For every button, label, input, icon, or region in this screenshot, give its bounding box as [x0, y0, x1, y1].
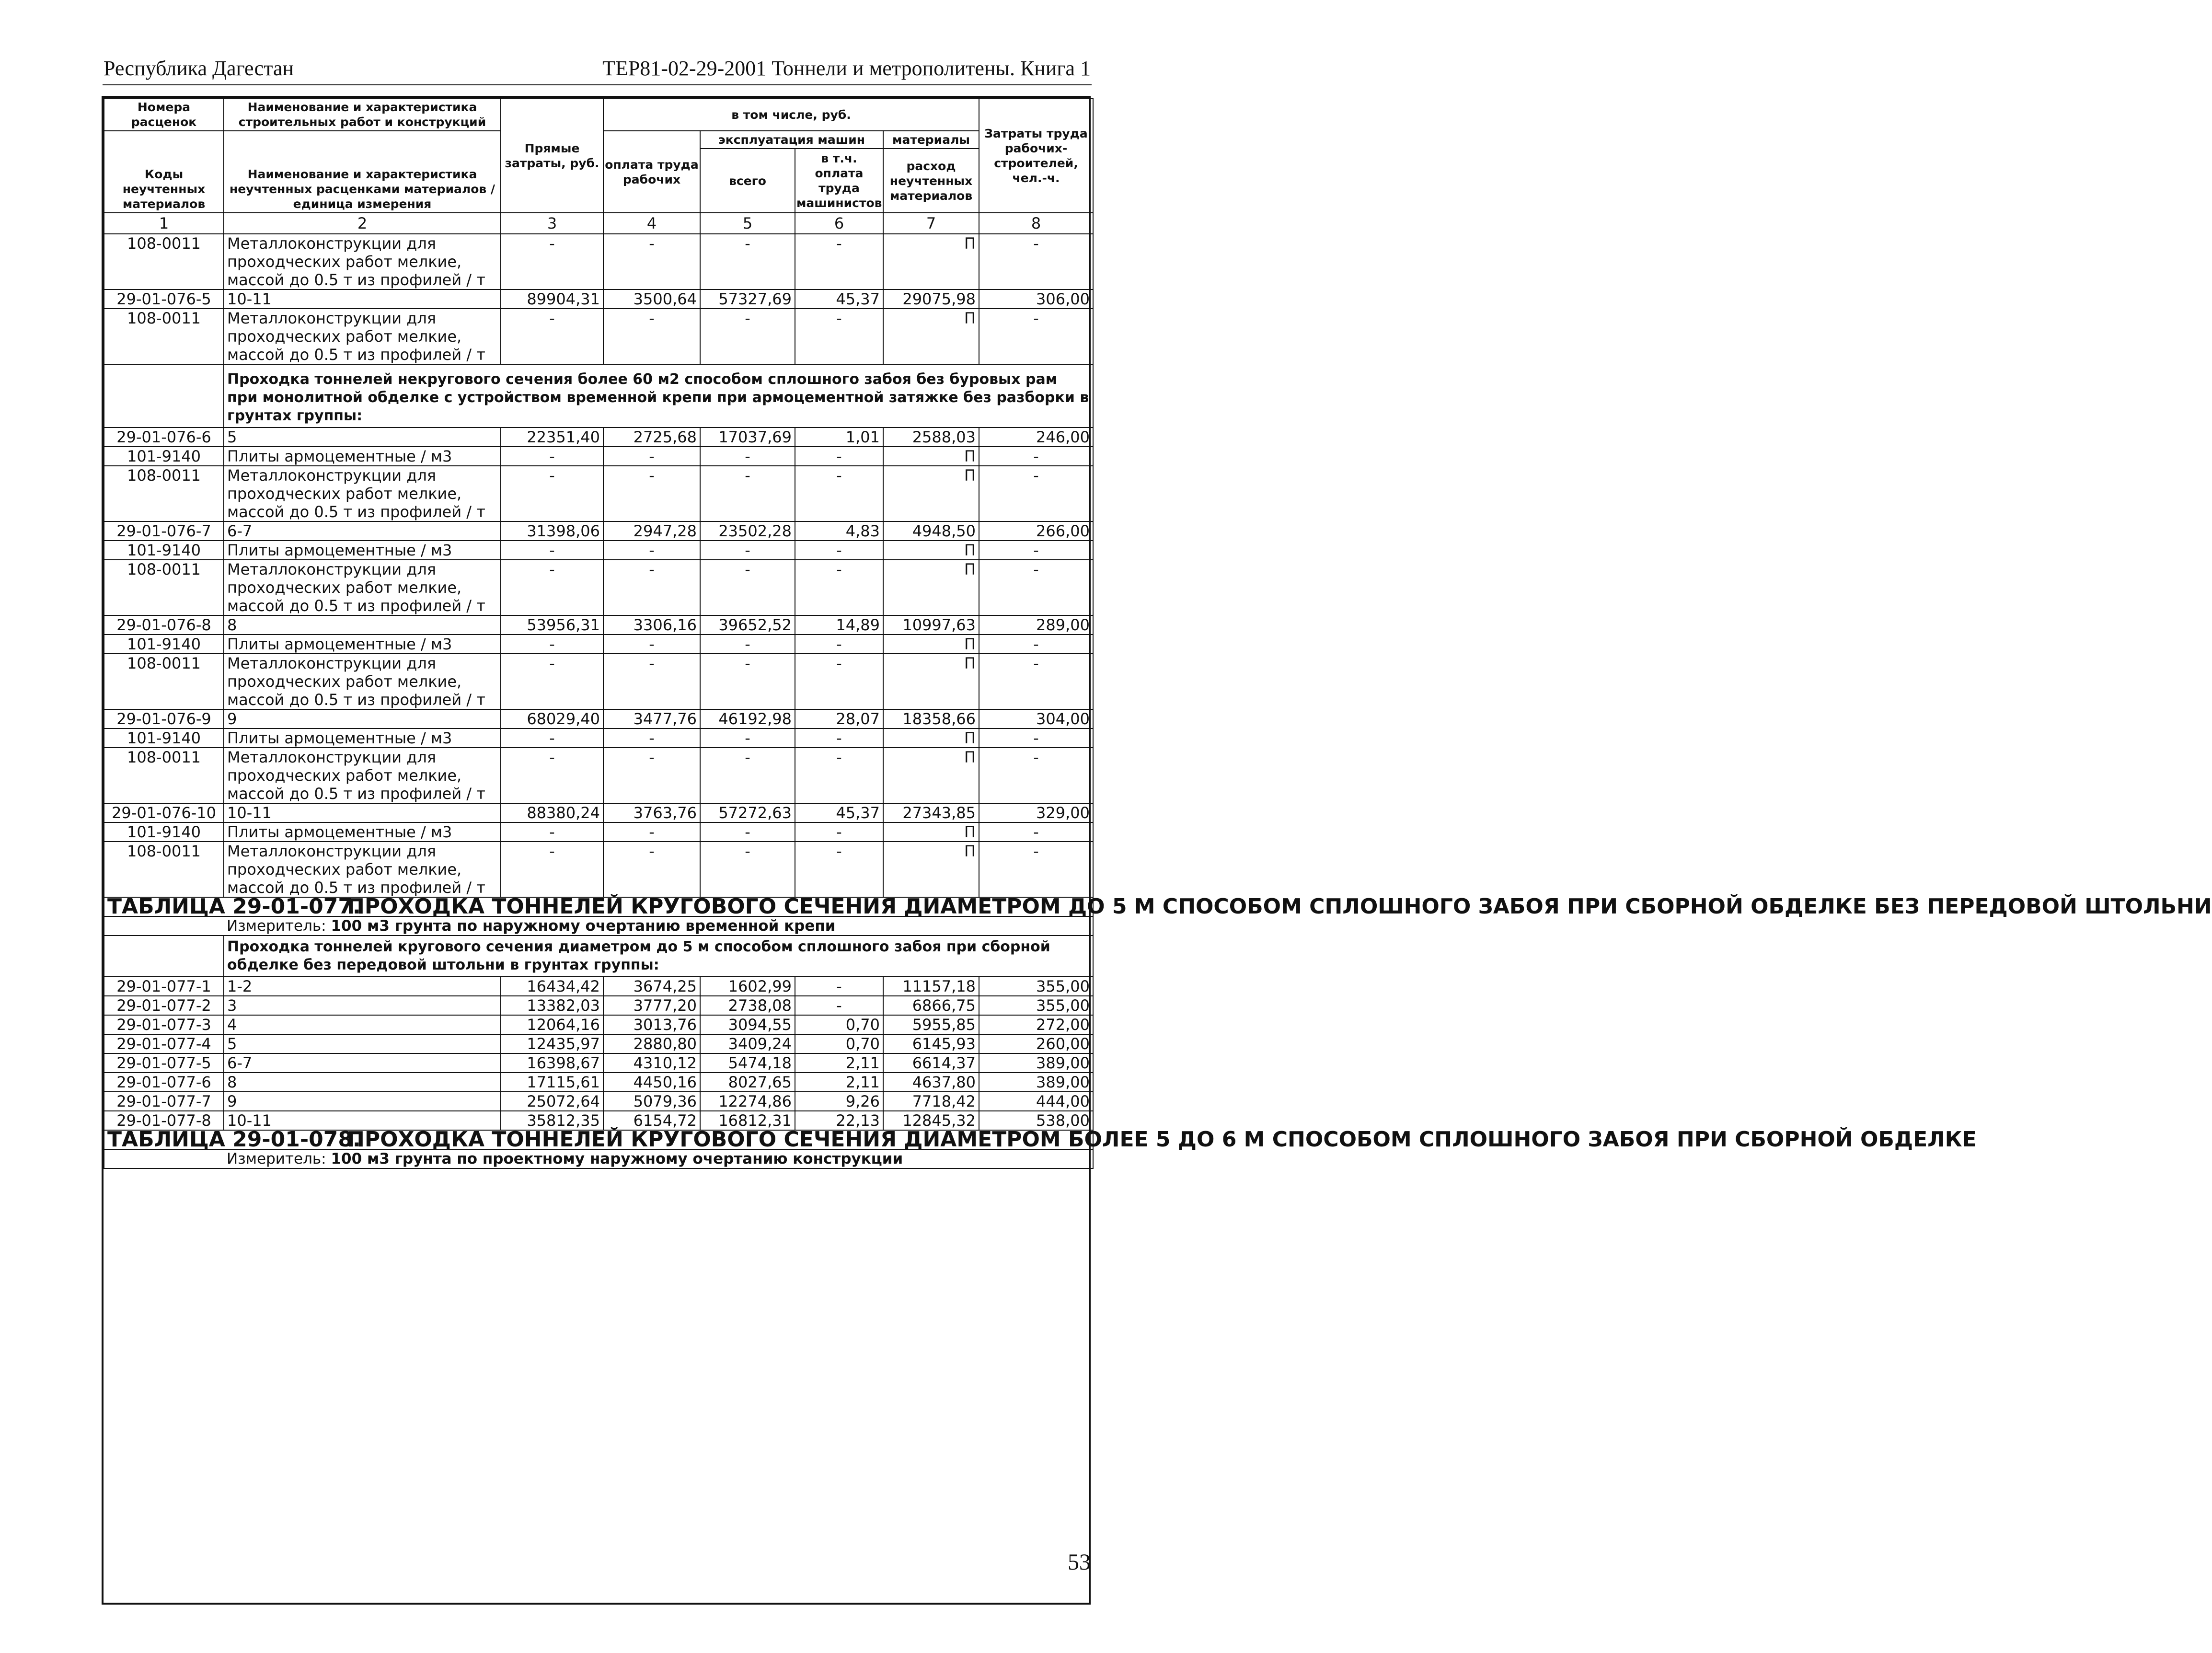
rate-code: 29-01-077-1: [104, 977, 224, 996]
value-cell: 27343,85: [883, 803, 979, 822]
value-cell: 89904,31: [501, 289, 603, 309]
value-cell: 2,11: [795, 1053, 883, 1073]
value-cell: П: [883, 654, 979, 709]
work-name: Металлоконструкции для проходческих работ мелкие, массой до 0.5 т из профилей / т: [224, 654, 501, 709]
value-cell: 4637,80: [883, 1073, 979, 1092]
work-name: 1-2: [224, 977, 501, 996]
column-number: 1: [104, 213, 224, 234]
rate-code: 29-01-076-6: [104, 428, 224, 447]
value-cell: -: [700, 635, 795, 654]
value-cell: -: [700, 447, 795, 466]
value-cell: -: [795, 466, 883, 521]
rate-row: [104, 615, 1093, 635]
value-cell: 6145,93: [883, 1034, 979, 1053]
value-cell: 68029,40: [501, 709, 603, 728]
value-cell: 2725,68: [603, 428, 700, 447]
col8-header: Затраты труда рабочих-строителей, чел.-ч.: [979, 98, 1093, 213]
value-cell: -: [603, 654, 700, 709]
measure-value: 100 м3 грунта по наружному очертанию временной крепи: [331, 917, 836, 935]
value-cell: -: [603, 822, 700, 842]
value-cell: П: [883, 234, 979, 289]
value-cell: 3763,76: [603, 803, 700, 822]
value-cell: -: [603, 728, 700, 748]
value-cell: -: [501, 234, 603, 289]
value-cell: 28,07: [795, 709, 883, 728]
column-number: 2: [224, 213, 501, 234]
value-cell: 12064,16: [501, 1015, 603, 1034]
section-heading: Проходка тоннелей некругового сечения более 60 м2 способом сплошного забоя без буровых рам при монолитной обделке с устройством временной крепи при армоцементной затяжке без разборки в грунтах группы:: [224, 364, 1093, 428]
measure-row: [104, 1149, 1093, 1168]
value-cell: 8027,65: [700, 1073, 795, 1092]
rate-code: 29-01-077-2: [104, 996, 224, 1015]
table-title: [104, 1127, 1977, 1152]
value-cell: 22,13: [795, 1111, 883, 1130]
value-cell: 6154,72: [603, 1111, 700, 1130]
value-cell: -: [501, 447, 603, 466]
rate-row: [104, 803, 1093, 822]
value-cell: 6614,37: [883, 1053, 979, 1073]
work-name: Металлоконструкции для проходческих работ мелкие, массой до 0.5 т из профилей / т: [224, 466, 501, 521]
value-cell: -: [603, 541, 700, 560]
work-name: 10-11: [224, 803, 501, 822]
rate-row: [104, 521, 1093, 541]
value-cell: 329,00: [979, 803, 1093, 822]
rate-code: 108-0011: [104, 748, 224, 803]
value-cell: П: [883, 447, 979, 466]
col4-header: оплата труда рабочих: [603, 131, 700, 213]
col1-header-top: Номера расценок: [104, 98, 224, 131]
rate-code: 29-01-077-3: [104, 1015, 224, 1034]
column-number: 3: [501, 213, 603, 234]
value-cell: -: [501, 560, 603, 615]
value-cell: -: [979, 842, 1093, 897]
value-cell: 3674,25: [603, 977, 700, 996]
value-cell: П: [883, 728, 979, 748]
value-cell: -: [795, 541, 883, 560]
value-cell: 14,89: [795, 615, 883, 635]
work-name: Металлоконструкции для проходческих работ мелкие, массой до 0.5 т из профилей / т: [224, 842, 501, 897]
value-cell: 45,37: [795, 289, 883, 309]
col3-header: Прямые затраты, руб.: [501, 98, 603, 213]
value-cell: -: [700, 234, 795, 289]
value-cell: 45,37: [795, 803, 883, 822]
value-cell: -: [501, 466, 603, 521]
rate-row: [104, 1092, 1093, 1111]
column-number-row: [104, 213, 1093, 234]
value-cell: -: [501, 748, 603, 803]
col7-header: расход неучтенных материалов: [883, 149, 979, 213]
value-cell: -: [603, 447, 700, 466]
value-cell: 246,00: [979, 428, 1093, 447]
value-cell: П: [883, 842, 979, 897]
column-number: 5: [700, 213, 795, 234]
rate-code: 108-0011: [104, 234, 224, 289]
col1-header-bottom: Коды неучтенных материалов: [104, 131, 224, 213]
value-cell: 304,00: [979, 709, 1093, 728]
work-name: Металлоконструкции для проходческих работ мелкие, массой до 0.5 т из профилей / т: [224, 748, 501, 803]
section-heading: Проходка тоннелей кругового сечения диаметром до 5 м способом сплошного забоя при сборной обделке без передовой штольни в грунтах группы:: [224, 936, 1093, 977]
value-cell: 538,00: [979, 1111, 1093, 1130]
value-cell: 272,00: [979, 1015, 1093, 1034]
value-cell: 12845,32: [883, 1111, 979, 1130]
materials-header: материалы: [883, 131, 979, 149]
value-cell: -: [700, 748, 795, 803]
value-cell: -: [795, 748, 883, 803]
value-cell: 389,00: [979, 1073, 1093, 1092]
work-name: 9: [224, 1092, 501, 1111]
rate-code: 101-9140: [104, 728, 224, 748]
value-cell: -: [979, 654, 1093, 709]
value-cell: -: [501, 635, 603, 654]
rate-code: 108-0011: [104, 309, 224, 364]
value-cell: 57272,63: [700, 803, 795, 822]
value-cell: -: [795, 977, 883, 996]
table-caption: ПРОХОДКА ТОННЕЛЕЙ КРУГОВОГО СЕЧЕНИЯ ДИАМЕТРОМ БОЛЕЕ 5 ДО 6 М СПОСОБОМ СПЛОШНОГО ЗАБОЯ ПРИ СБОРНОЙ ОБДЕЛКЕ: [347, 1127, 1977, 1152]
value-cell: -: [795, 996, 883, 1015]
value-cell: 2880,80: [603, 1034, 700, 1053]
material-row: [104, 447, 1093, 466]
material-row: [104, 234, 1093, 289]
material-row: [104, 541, 1093, 560]
rates-table: [104, 98, 2212, 1169]
value-cell: 0,70: [795, 1015, 883, 1034]
header-rule: [103, 84, 1092, 85]
empty-cell: [104, 916, 224, 936]
value-cell: 16434,42: [501, 977, 603, 996]
value-cell: -: [700, 466, 795, 521]
value-cell: 13382,03: [501, 996, 603, 1015]
value-cell: -: [603, 560, 700, 615]
value-cell: -: [700, 560, 795, 615]
value-cell: 12274,86: [700, 1092, 795, 1111]
work-name: Металлоконструкции для проходческих работ мелкие, массой до 0.5 т из профилей / т: [224, 234, 501, 289]
material-row: [104, 654, 1093, 709]
value-cell: 22351,40: [501, 428, 603, 447]
value-cell: 260,00: [979, 1034, 1093, 1053]
value-cell: 31398,06: [501, 521, 603, 541]
rate-code: 29-01-076-7: [104, 521, 224, 541]
value-cell: -: [979, 728, 1093, 748]
value-cell: -: [795, 822, 883, 842]
rate-code: 108-0011: [104, 842, 224, 897]
rate-code: 108-0011: [104, 560, 224, 615]
running-header-right: ТЕР81-02-29-2001 Тоннели и метрополитены. Книга 1: [602, 57, 1091, 80]
value-cell: -: [795, 447, 883, 466]
value-cell: П: [883, 748, 979, 803]
rate-code: 101-9140: [104, 635, 224, 654]
machines-header: эксплуатация машин: [700, 131, 883, 149]
value-cell: -: [795, 842, 883, 897]
material-row: [104, 728, 1093, 748]
value-cell: -: [603, 748, 700, 803]
value-cell: 389,00: [979, 1053, 1093, 1073]
value-cell: 46192,98: [700, 709, 795, 728]
rate-code: 29-01-077-4: [104, 1034, 224, 1053]
rate-row: [104, 428, 1093, 447]
value-cell: -: [795, 635, 883, 654]
work-name: 8: [224, 615, 501, 635]
value-cell: 3409,24: [700, 1034, 795, 1053]
material-row: [104, 466, 1093, 521]
value-cell: 1,01: [795, 428, 883, 447]
work-name: Металлоконструкции для проходческих работ мелкие, массой до 0.5 т из профилей / т: [224, 560, 501, 615]
work-name: Плиты армоцементные / м3: [224, 541, 501, 560]
value-cell: -: [795, 560, 883, 615]
value-cell: -: [700, 309, 795, 364]
value-cell: -: [979, 466, 1093, 521]
material-row: [104, 822, 1093, 842]
col6-header: в т.ч. оплата труда машинистов: [795, 149, 883, 213]
rate-code: 101-9140: [104, 541, 224, 560]
value-cell: П: [883, 560, 979, 615]
value-cell: 23502,28: [700, 521, 795, 541]
value-cell: -: [501, 822, 603, 842]
value-cell: 7718,42: [883, 1092, 979, 1111]
value-cell: -: [700, 728, 795, 748]
value-cell: -: [603, 635, 700, 654]
work-name: 8: [224, 1073, 501, 1092]
value-cell: 12435,97: [501, 1034, 603, 1053]
work-name: 10-11: [224, 289, 501, 309]
value-cell: -: [795, 309, 883, 364]
rate-code: 101-9140: [104, 822, 224, 842]
work-name: 6-7: [224, 521, 501, 541]
value-cell: 4,83: [795, 521, 883, 541]
value-cell: 355,00: [979, 996, 1093, 1015]
value-cell: 5955,85: [883, 1015, 979, 1034]
value-cell: -: [979, 234, 1093, 289]
work-name: Плиты армоцементные / м3: [224, 635, 501, 654]
value-cell: -: [700, 842, 795, 897]
work-name: Плиты армоцементные / м3: [224, 447, 501, 466]
work-name: Металлоконструкции для проходческих работ мелкие, массой до 0.5 т из профилей / т: [224, 309, 501, 364]
rate-row: [104, 709, 1093, 728]
rate-row: [104, 996, 1093, 1015]
work-name: 9: [224, 709, 501, 728]
value-cell: -: [501, 654, 603, 709]
section-heading-row: [104, 364, 1093, 428]
rate-code: 29-01-077-6: [104, 1073, 224, 1092]
rate-row: [104, 1034, 1093, 1053]
rate-code: 29-01-077-7: [104, 1092, 224, 1111]
table-title-row: [104, 1130, 1093, 1149]
value-cell: -: [603, 234, 700, 289]
value-cell: 5474,18: [700, 1053, 795, 1073]
value-cell: -: [979, 635, 1093, 654]
value-cell: -: [979, 309, 1093, 364]
col2-header-top: Наименование и характеристика строительных работ и конструкций: [224, 98, 501, 131]
value-cell: -: [603, 309, 700, 364]
value-cell: -: [501, 842, 603, 897]
value-cell: 9,26: [795, 1092, 883, 1111]
work-name: 5: [224, 428, 501, 447]
rate-row: [104, 289, 1093, 309]
value-cell: 39652,52: [700, 615, 795, 635]
running-header-left: Республика Дагестан: [104, 57, 294, 80]
value-cell: 3013,76: [603, 1015, 700, 1034]
col5-header: всего: [700, 149, 795, 213]
value-cell: 3306,16: [603, 615, 700, 635]
value-cell: 355,00: [979, 977, 1093, 996]
measure-row: [104, 916, 1093, 936]
table-title-row: [104, 897, 1093, 916]
work-name: 6-7: [224, 1053, 501, 1073]
value-cell: 25072,64: [501, 1092, 603, 1111]
value-cell: -: [979, 541, 1093, 560]
measure-unit: [224, 916, 1093, 936]
empty-cell: [104, 936, 224, 977]
value-cell: П: [883, 309, 979, 364]
rate-code: 29-01-076-8: [104, 615, 224, 635]
rate-code: 108-0011: [104, 654, 224, 709]
value-cell: 16398,67: [501, 1053, 603, 1073]
measure-unit: [224, 1149, 1093, 1168]
material-row: [104, 560, 1093, 615]
rate-code: 29-01-077-8: [104, 1111, 224, 1130]
value-cell: -: [795, 728, 883, 748]
value-cell: 289,00: [979, 615, 1093, 635]
table-label: ТАБЛИЦА 29-01-078.: [107, 1127, 361, 1152]
rate-code: 29-01-076-5: [104, 289, 224, 309]
value-cell: 2,11: [795, 1073, 883, 1092]
value-cell: 5079,36: [603, 1092, 700, 1111]
material-row: [104, 309, 1093, 364]
value-cell: 2738,08: [700, 996, 795, 1015]
value-cell: П: [883, 466, 979, 521]
value-cell: -: [979, 447, 1093, 466]
value-cell: 35812,35: [501, 1111, 603, 1130]
value-cell: 16812,31: [700, 1111, 795, 1130]
value-cell: 1602,99: [700, 977, 795, 996]
value-cell: 4450,16: [603, 1073, 700, 1092]
column-number: 7: [883, 213, 979, 234]
value-cell: -: [501, 309, 603, 364]
measure-label: Измеритель:: [227, 1150, 326, 1168]
rate-row: [104, 1015, 1093, 1034]
page-frame: [102, 96, 2212, 1605]
value-cell: 6866,75: [883, 996, 979, 1015]
work-name: 10-11: [224, 1111, 501, 1130]
value-cell: П: [883, 635, 979, 654]
value-cell: -: [700, 822, 795, 842]
material-row: [104, 748, 1093, 803]
value-cell: 2588,03: [883, 428, 979, 447]
column-number: 4: [603, 213, 700, 234]
value-cell: -: [603, 842, 700, 897]
value-cell: -: [603, 466, 700, 521]
work-name: Плиты армоцементные / м3: [224, 728, 501, 748]
value-cell: 10997,63: [883, 615, 979, 635]
rate-code: 29-01-076-9: [104, 709, 224, 728]
value-cell: -: [979, 748, 1093, 803]
value-cell: 4948,50: [883, 521, 979, 541]
empty-cell: [104, 1149, 224, 1168]
value-cell: 29075,98: [883, 289, 979, 309]
empty-cell: [104, 364, 224, 428]
value-cell: 88380,24: [501, 803, 603, 822]
rate-code: 29-01-076-10: [104, 803, 224, 822]
value-cell: -: [795, 654, 883, 709]
value-cell: П: [883, 541, 979, 560]
rate-code: 101-9140: [104, 447, 224, 466]
value-cell: 444,00: [979, 1092, 1093, 1111]
column-number: 8: [979, 213, 1093, 234]
measure-label: Измеритель:: [227, 917, 326, 935]
value-cell: -: [979, 560, 1093, 615]
value-cell: 3500,64: [603, 289, 700, 309]
value-cell: 3777,20: [603, 996, 700, 1015]
page-number: 53: [1068, 1549, 1091, 1575]
value-cell: 266,00: [979, 521, 1093, 541]
rate-row: [104, 1053, 1093, 1073]
rate-row: [104, 977, 1093, 996]
value-cell: -: [979, 822, 1093, 842]
table-label: ТАБЛИЦА 29-01-077.: [107, 894, 361, 919]
col2-header-bottom: Наименование и характеристика неучтенных расценками материалов / единица измерения: [224, 131, 501, 213]
material-row: [104, 635, 1093, 654]
value-cell: 3094,55: [700, 1015, 795, 1034]
value-cell: -: [795, 234, 883, 289]
value-cell: П: [883, 822, 979, 842]
table-caption: ПРОХОДКА ТОННЕЛЕЙ КРУГОВОГО СЕЧЕНИЯ ДИАМЕТРОМ ДО 5 М СПОСОБОМ СПЛОШНОГО ЗАБОЯ ПРИ СБОРНОЙ ОБДЕЛКЕ БЕЗ ПЕРЕДОВОЙ ШТОЛЬНИ: [347, 894, 2212, 919]
value-cell: 0,70: [795, 1034, 883, 1053]
rate-row: [104, 1073, 1093, 1092]
value-cell: 306,00: [979, 289, 1093, 309]
group-header: в том числе, руб.: [603, 98, 979, 131]
value-cell: 18358,66: [883, 709, 979, 728]
value-cell: -: [700, 541, 795, 560]
measure-value: 100 м3 грунта по проектному наружному очертанию конструкции: [331, 1150, 903, 1168]
value-cell: 2947,28: [603, 521, 700, 541]
value-cell: 17115,61: [501, 1073, 603, 1092]
section-heading-row: [104, 936, 1093, 977]
value-cell: 53956,31: [501, 615, 603, 635]
value-cell: 17037,69: [700, 428, 795, 447]
rate-code: 29-01-077-5: [104, 1053, 224, 1073]
work-name: 4: [224, 1015, 501, 1034]
value-cell: -: [501, 728, 603, 748]
value-cell: 4310,12: [603, 1053, 700, 1073]
material-row: [104, 842, 1093, 897]
work-name: 5: [224, 1034, 501, 1053]
work-name: Плиты армоцементные / м3: [224, 822, 501, 842]
work-name: 3: [224, 996, 501, 1015]
rate-code: 108-0011: [104, 466, 224, 521]
table-title: [104, 894, 2212, 919]
value-cell: -: [700, 654, 795, 709]
value-cell: 11157,18: [883, 977, 979, 996]
value-cell: -: [501, 541, 603, 560]
value-cell: 3477,76: [603, 709, 700, 728]
column-number: 6: [795, 213, 883, 234]
value-cell: 57327,69: [700, 289, 795, 309]
